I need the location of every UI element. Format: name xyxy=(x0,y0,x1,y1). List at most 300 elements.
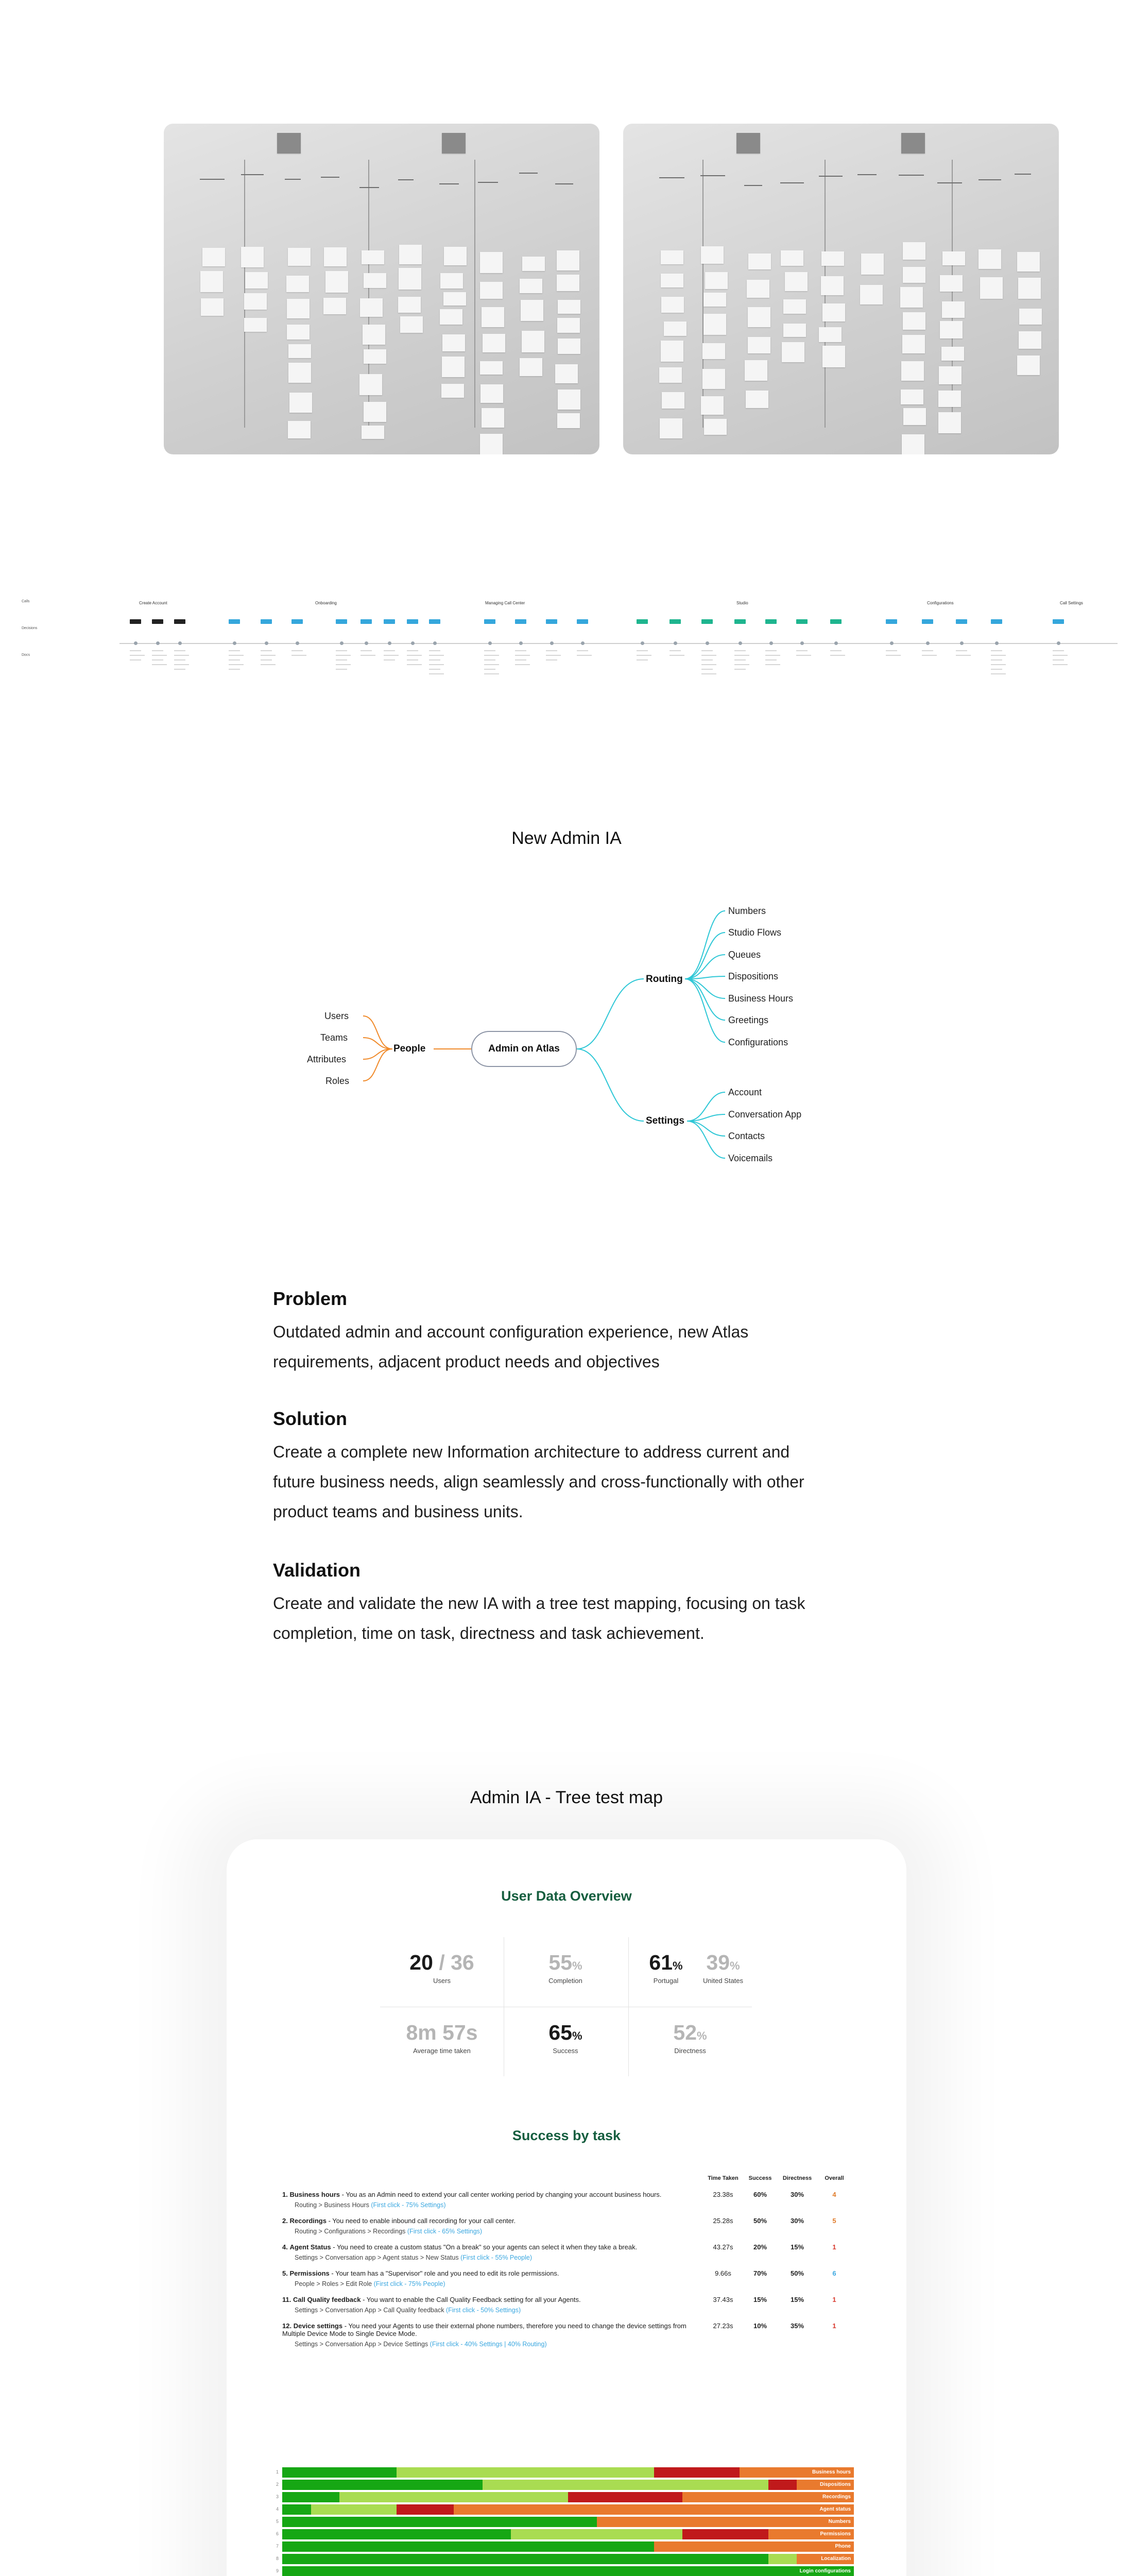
task-description: - You need to create a custom status "On a break" so your agents can select it when they take a break. xyxy=(331,2243,638,2251)
sticky-note xyxy=(705,272,728,289)
bar-row xyxy=(276,2554,854,2564)
journey-note xyxy=(796,655,811,656)
journey-note xyxy=(152,650,163,651)
sticky-note xyxy=(362,250,384,264)
task-success: 60% xyxy=(753,2191,767,2198)
journey-node xyxy=(800,641,804,645)
handwriting xyxy=(700,175,725,176)
sticky-note xyxy=(288,421,311,438)
task-time: 43.27s xyxy=(713,2243,733,2251)
ia-routing-item: Configurations xyxy=(728,1037,788,1047)
journey-axis xyxy=(119,643,1118,644)
journey-node xyxy=(488,641,492,645)
bar-segment xyxy=(654,2467,740,2478)
ia-connector xyxy=(685,979,725,1020)
success-by-task-table xyxy=(282,2175,853,2353)
bar-index: 6 xyxy=(276,2531,279,2536)
ia-connector xyxy=(685,955,725,979)
bar-segment xyxy=(282,2541,654,2552)
sticky-note xyxy=(860,285,883,305)
sticky-note xyxy=(661,250,683,264)
table-header xyxy=(282,2175,853,2188)
sticky-note xyxy=(398,297,421,313)
sticky-note xyxy=(480,252,503,273)
journey-note xyxy=(261,659,272,660)
stat-success-value: 65 xyxy=(548,2021,573,2044)
journey-note xyxy=(152,659,163,660)
ia-settings-item: Voicemails xyxy=(728,1153,773,1163)
ia-connector xyxy=(577,979,644,1049)
task-number: 5. xyxy=(282,2269,288,2277)
stat-portugal-value: 61 xyxy=(649,1951,673,1974)
journey-note xyxy=(429,664,444,665)
sticky-note xyxy=(557,275,579,291)
stat-time-value: 8m 57s xyxy=(406,2021,478,2044)
journey-node xyxy=(178,641,182,645)
ia-title: New Admin IA xyxy=(511,828,622,848)
stat-us-value: 39 xyxy=(706,1951,730,1974)
stat-unit: % xyxy=(572,1959,582,1972)
bar-row xyxy=(276,2529,854,2539)
stat-success-label: Success xyxy=(553,2047,578,2055)
sticky-note xyxy=(903,267,925,283)
sticky-note xyxy=(938,412,961,434)
ia-connector xyxy=(363,1049,392,1059)
journey-step xyxy=(130,619,141,624)
sticky-note xyxy=(822,303,845,321)
ia-routing-item: Studio Flows xyxy=(728,927,782,938)
sticky-note xyxy=(661,297,684,313)
task-number: 4. xyxy=(282,2243,288,2251)
sticky-note xyxy=(324,247,347,266)
journey-note xyxy=(515,655,530,656)
journey-step xyxy=(484,619,495,624)
journey-note xyxy=(291,650,303,651)
sticky-note xyxy=(903,312,925,330)
journey-note xyxy=(670,650,681,651)
ia-routing-item: Business Hours xyxy=(728,993,794,1004)
table-row xyxy=(282,2188,853,2214)
task-path: People > Roles > Edit Role xyxy=(295,2280,372,2287)
journey-note xyxy=(407,664,422,665)
sticky-note xyxy=(325,271,348,292)
sticky-note xyxy=(746,391,768,408)
sticky-note xyxy=(444,247,467,266)
journey-node xyxy=(739,641,742,645)
sticky-note xyxy=(522,257,545,271)
sticky-note xyxy=(783,324,806,337)
sticky-note xyxy=(1019,331,1041,349)
journey-note xyxy=(484,650,495,651)
journey-note xyxy=(336,669,347,670)
sticky-note xyxy=(480,282,503,299)
journey-note xyxy=(546,655,561,656)
journey-phase-label: Call Settings xyxy=(1060,601,1083,605)
stat-time-label: Average time taken xyxy=(413,2047,471,2055)
journey-note xyxy=(701,659,713,660)
journey-step xyxy=(830,619,842,624)
journey-node xyxy=(706,641,709,645)
bar-category-label: Phone xyxy=(835,2544,851,2549)
journey-note xyxy=(174,669,185,670)
sticky-note xyxy=(660,418,682,438)
sticky-note xyxy=(443,292,466,306)
bar-row xyxy=(276,2467,854,2478)
bar-category-label: Localization xyxy=(821,2556,851,2562)
sticky-note xyxy=(400,316,423,333)
journey-note xyxy=(956,650,967,651)
journey-node xyxy=(433,641,437,645)
journey-note xyxy=(515,664,530,665)
sticky-note xyxy=(940,275,963,292)
journey-note xyxy=(229,650,240,651)
stat-unit: % xyxy=(730,1959,740,1972)
task-first-click: (First click - 55% People) xyxy=(460,2254,533,2261)
task-success: 10% xyxy=(753,2322,767,2330)
journey-note xyxy=(701,669,713,670)
task-name: Recordings xyxy=(289,2217,327,2225)
sticky-note xyxy=(277,133,301,154)
task-first-click: (First click - 75% People) xyxy=(373,2280,445,2287)
column-header: Directness xyxy=(782,2175,812,2181)
journey-step xyxy=(734,619,746,624)
journey-note xyxy=(991,655,1006,656)
bar-index: 2 xyxy=(276,2482,279,2487)
task-path: Routing > Configurations > Recordings xyxy=(295,2228,406,2235)
sticky-note xyxy=(480,434,503,454)
task-description: - You need to enable inbound call recording for your call center. xyxy=(326,2217,516,2225)
handwriting xyxy=(978,179,1001,180)
journey-note xyxy=(546,659,557,660)
sticky-note xyxy=(363,325,385,345)
sticky-note xyxy=(442,334,465,351)
journey-note xyxy=(701,655,716,656)
journey-step xyxy=(796,619,808,624)
sticky-note xyxy=(748,307,770,327)
sticky-note xyxy=(286,276,309,292)
handwriting xyxy=(359,187,379,188)
sticky-note xyxy=(704,419,727,435)
journey-note xyxy=(701,664,716,665)
task-name: Device settings xyxy=(293,2322,343,2330)
journey-node xyxy=(641,641,644,645)
ia-routing-item: Numbers xyxy=(728,906,766,916)
sticky-note xyxy=(557,318,580,333)
bar-index: 9 xyxy=(276,2568,279,2573)
solution-line: product teams and business units. xyxy=(273,1502,523,1521)
sticky-note xyxy=(661,274,683,287)
sticky-note xyxy=(902,434,924,454)
tree-test-title: Admin IA - Tree test map xyxy=(470,1788,663,1807)
task-cell xyxy=(282,2293,705,2319)
ia-connector xyxy=(577,1049,644,1121)
sticky-note xyxy=(783,299,806,314)
journey-note xyxy=(637,655,651,656)
task-path: Settings > Conversation app > Agent status > New Status xyxy=(295,2254,459,2261)
journey-legend-label: Decisions xyxy=(22,626,38,630)
handwriting xyxy=(321,177,339,178)
sticky-note xyxy=(442,133,466,154)
bar-segment xyxy=(282,2504,311,2515)
task-description: - You as an Admin need to extend your call center working period by changing your account business hours. xyxy=(340,2191,662,2198)
journey-step xyxy=(291,619,303,624)
journey-note xyxy=(429,650,440,651)
ia-settings-item: Account xyxy=(728,1087,762,1097)
task-directness: 15% xyxy=(790,2296,804,2303)
bar-category-label: Numbers xyxy=(828,2519,851,2524)
journey-note xyxy=(515,659,526,660)
ia-connector xyxy=(687,1121,725,1158)
handwriting xyxy=(398,179,414,180)
handwriting xyxy=(478,182,498,183)
problem-line: Outdated admin and account configuration experience, new Atlas xyxy=(273,1323,749,1341)
ia-routing-node: Routing xyxy=(646,974,683,985)
bar-category-label: Dispositions xyxy=(819,2482,851,2487)
sticky-note xyxy=(903,408,926,425)
journey-note xyxy=(922,650,933,651)
sticky-note xyxy=(819,327,842,342)
journey-node xyxy=(365,641,368,645)
journey-node xyxy=(674,641,677,645)
task-path: Routing > Business Hours xyxy=(295,2201,369,2209)
sticky-note xyxy=(362,426,384,439)
task-time: 27.23s xyxy=(713,2322,733,2330)
sticky-note xyxy=(480,361,503,375)
sticky-note xyxy=(701,246,724,263)
journey-note xyxy=(515,650,526,651)
journey-note xyxy=(734,655,749,656)
journey-note xyxy=(1053,659,1064,660)
ia-center-node: Admin on Atlas xyxy=(471,1031,577,1067)
journey-note xyxy=(360,650,372,651)
problem-text xyxy=(273,1317,870,1377)
journey-step xyxy=(701,619,713,624)
sticky-note xyxy=(703,293,726,307)
bar-segment xyxy=(597,2517,854,2527)
journey-step xyxy=(229,619,240,624)
journey-phase-label: Onboarding xyxy=(315,601,337,605)
journey-note xyxy=(1053,650,1064,651)
task-results-chart xyxy=(276,2467,854,2576)
journey-note xyxy=(229,659,240,660)
journey-note xyxy=(991,673,1006,674)
bar-segment xyxy=(654,2541,854,2552)
handwriting xyxy=(937,182,962,183)
journey-step xyxy=(991,619,1002,624)
task-overall: 1 xyxy=(832,2296,836,2303)
ia-settings-item: Conversation App xyxy=(728,1109,802,1120)
stat-us xyxy=(694,1951,752,2020)
sticky-note xyxy=(440,309,462,325)
sticky-note xyxy=(903,242,925,260)
journey-step xyxy=(765,619,777,624)
task-overall: 5 xyxy=(832,2217,836,2225)
solution-text xyxy=(273,1437,870,1527)
journey-step xyxy=(360,619,372,624)
bar-segment xyxy=(282,2492,339,2502)
stat-directness-label: Directness xyxy=(674,2047,706,2055)
sticky-note xyxy=(442,357,465,377)
journey-note xyxy=(991,664,1006,665)
journey-note xyxy=(130,650,141,651)
journey-note xyxy=(577,650,588,651)
handwriting xyxy=(555,183,573,184)
journey-note xyxy=(670,655,684,656)
sticky-note xyxy=(900,287,923,308)
task-name: Permissions xyxy=(289,2269,330,2277)
journey-note xyxy=(637,659,648,660)
task-path: Settings > Conversation App > Call Quality feedback xyxy=(295,2307,444,2314)
stat-directness-value: 52 xyxy=(673,2021,697,2044)
bar-index: 4 xyxy=(276,2506,279,2512)
bar-segment xyxy=(768,2554,797,2564)
bar-segment xyxy=(682,2529,768,2539)
ia-people-item: Attributes xyxy=(307,1054,347,1064)
journey-note xyxy=(407,650,418,651)
journey-note xyxy=(229,655,244,656)
bar-segment xyxy=(511,2529,682,2539)
journey-note xyxy=(429,669,440,670)
column-header: Overall xyxy=(825,2175,844,2181)
journey-node xyxy=(265,641,268,645)
handwriting xyxy=(241,174,264,175)
sticky-note xyxy=(287,299,310,319)
journey-note xyxy=(701,673,716,674)
sticky-note xyxy=(785,272,808,291)
sticky-note xyxy=(1017,252,1040,272)
journey-note xyxy=(765,659,777,660)
bar-segment xyxy=(568,2492,682,2502)
bar-segment xyxy=(397,2467,654,2478)
task-directness: 30% xyxy=(790,2191,804,2198)
journey-note xyxy=(407,659,418,660)
journey-note xyxy=(991,650,1002,651)
journey-note xyxy=(174,655,189,656)
task-directness: 15% xyxy=(790,2243,804,2251)
journey-node xyxy=(995,641,999,645)
sticky-note xyxy=(938,391,961,407)
bar-row xyxy=(276,2480,854,2490)
journey-node xyxy=(233,641,236,645)
journey-note xyxy=(336,650,347,651)
ia-people-item: Users xyxy=(324,1011,349,1021)
sticky-note xyxy=(359,374,382,396)
journey-node xyxy=(296,641,299,645)
sticky-note xyxy=(1018,278,1041,298)
bar-category-label: Business hours xyxy=(812,2469,851,2475)
problem-line: requirements, adjacent product needs and objectives xyxy=(273,1352,660,1371)
stat-completion-label: Completion xyxy=(548,1977,582,1985)
journey-note xyxy=(484,673,499,674)
journey-node xyxy=(960,641,964,645)
journey-note xyxy=(174,664,189,665)
sticky-note xyxy=(980,277,1003,299)
problem-heading: Problem xyxy=(273,1288,348,1309)
user-data-overview xyxy=(380,1937,752,2076)
sticky-note xyxy=(901,361,924,381)
task-overall: 4 xyxy=(832,2191,836,2198)
bar-segment xyxy=(282,2529,511,2539)
task-path: Settings > Conversation App > Device Settings xyxy=(295,2341,428,2348)
ia-connector xyxy=(687,1121,725,1136)
ia-people-item: Teams xyxy=(320,1032,348,1043)
journey-node xyxy=(926,641,930,645)
user-journey-map xyxy=(0,592,1133,711)
sticky-note xyxy=(288,344,311,358)
bar-segment xyxy=(768,2480,797,2490)
sticky-note xyxy=(1017,355,1040,375)
journey-note xyxy=(765,655,780,656)
handwriting xyxy=(1015,174,1031,175)
task-description: - You want to enable the Call Quality Feedback setting for all your Agents. xyxy=(360,2296,581,2303)
journey-note xyxy=(830,650,842,651)
sticky-note xyxy=(942,251,965,265)
journey-note xyxy=(336,655,351,656)
stat-directness xyxy=(628,2021,752,2090)
journey-note xyxy=(577,655,592,656)
sticky-note xyxy=(978,249,1001,269)
journey-legend-label: Docs xyxy=(22,653,30,657)
journey-note xyxy=(360,655,375,656)
table-row xyxy=(282,2293,853,2319)
sticky-note xyxy=(364,402,386,422)
bar-segment xyxy=(282,2566,854,2576)
sticky-note xyxy=(745,360,767,381)
sticky-note xyxy=(289,393,312,413)
sticky-note xyxy=(558,300,580,314)
ia-connector xyxy=(685,911,725,979)
journey-note xyxy=(830,655,845,656)
task-overall: 6 xyxy=(832,2269,836,2277)
journey-note xyxy=(291,655,306,656)
stat-time xyxy=(380,2021,504,2090)
sticky-note xyxy=(288,363,311,383)
journey-note xyxy=(484,664,499,665)
journey-step xyxy=(886,619,897,624)
sticky-note xyxy=(748,337,770,354)
bar-segment xyxy=(311,2504,397,2515)
sticky-note xyxy=(521,300,543,321)
sticky-note xyxy=(703,314,726,335)
task-time: 37.43s xyxy=(713,2296,733,2303)
stat-users-label: Users xyxy=(433,1977,451,1985)
journey-note xyxy=(796,650,808,651)
bar-row xyxy=(276,2504,854,2515)
ia-diagram xyxy=(0,876,1133,1185)
journey-step xyxy=(336,619,347,624)
validation-heading: Validation xyxy=(273,1560,361,1581)
sticky-note xyxy=(747,280,769,298)
journey-node xyxy=(550,641,554,645)
bar-row xyxy=(276,2566,854,2576)
task-number: 1. xyxy=(282,2191,288,2198)
task-directness: 50% xyxy=(790,2269,804,2277)
ia-connector xyxy=(687,1092,725,1121)
journey-step xyxy=(956,619,967,624)
journey-note xyxy=(229,669,240,670)
bar-segment xyxy=(339,2492,568,2502)
task-cell xyxy=(282,2214,705,2240)
task-cell xyxy=(282,2188,705,2214)
bar-row xyxy=(276,2492,854,2502)
stat-portugal xyxy=(638,1951,694,2020)
stat-unit: % xyxy=(572,2029,582,2042)
sticky-note xyxy=(662,392,684,409)
journey-note xyxy=(261,664,276,665)
journey-note xyxy=(734,659,746,660)
journey-step xyxy=(922,619,933,624)
bar-index: 7 xyxy=(276,2544,279,2549)
